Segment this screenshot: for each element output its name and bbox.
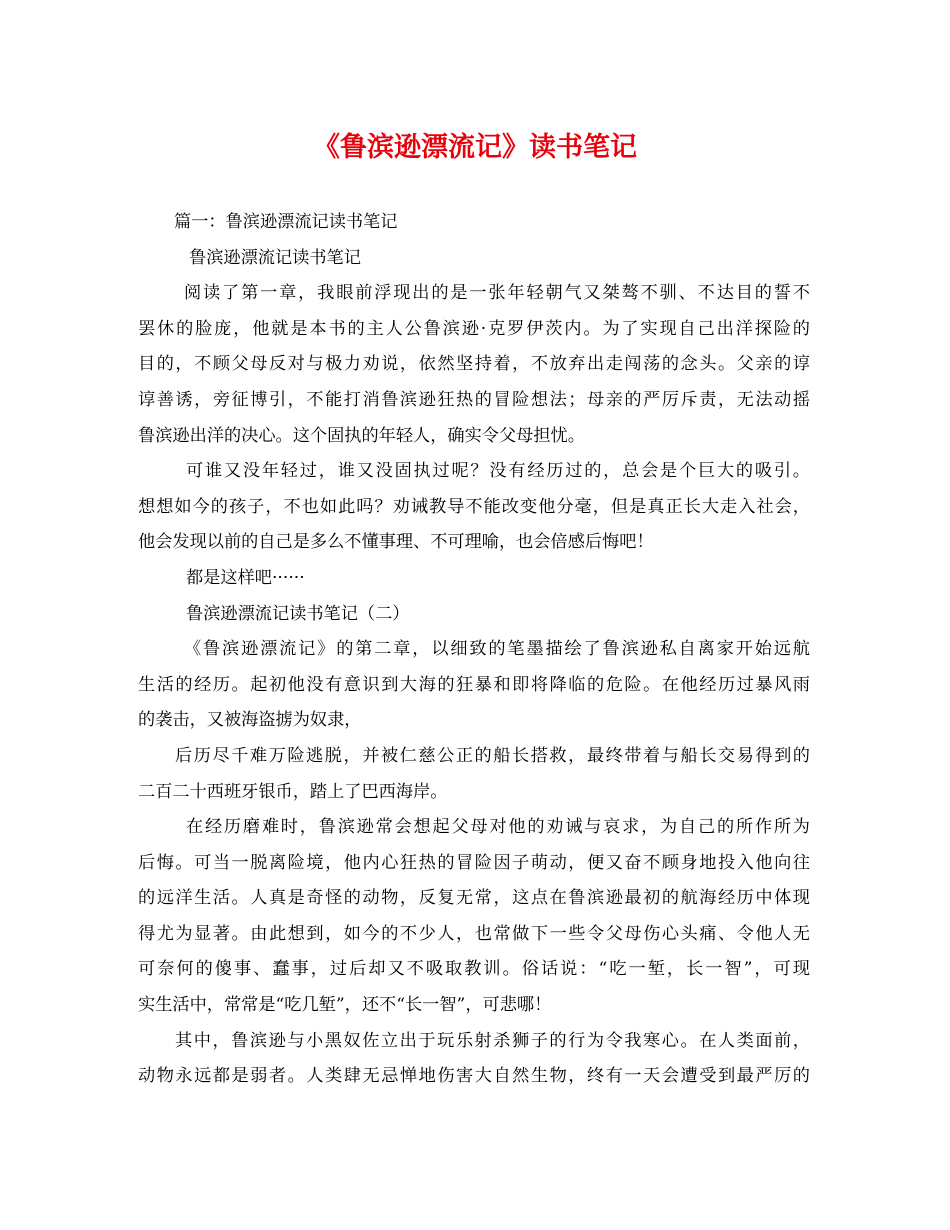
paragraph-line: 后历尽千难万险逃脱，并被仁慈公正的船长搭救，最终带着与船长交易得到的 — [175, 745, 810, 766]
document-title: 《鲁滨逊漂流记》读书笔记 — [313, 132, 637, 163]
paragraph-line: 鲁滨逊出洋的决心。这个固执的年轻人，确实令父母担忧。 — [138, 425, 585, 446]
paragraph-line: 谆善诱，旁征博引，不能打消鲁滨逊狂热的冒险想法；母亲的严厉斥责，无法动摇 — [138, 389, 810, 410]
subheading: 鲁滨逊漂流记读书笔记（二） — [186, 603, 410, 624]
paragraph-line: 的远洋生活。人真是奇怪的动物，反复无常，这点在鲁滨逊最初的航海经历中体现 — [138, 888, 810, 909]
paragraph-line: 想想如今的孩子，不也如此吗？劝诫教导不能改变他分毫，但是真正长大走入社会， — [138, 496, 810, 517]
paragraph-line: 的袭击，又被海盗掳为奴隶， — [138, 710, 362, 731]
paragraph-line: 可奈何的傻事、蠢事，过后却又不吸取教训。俗话说：“吃一堑，长一智”，可现 — [138, 959, 810, 980]
paragraph-line: 可谁又没年轻过，谁又没固执过呢？没有经历过的，总会是个巨大的吸引。 — [186, 461, 810, 482]
paragraph-line: 阅读了第一章，我眼前浮现出的是一张年轻朝气又桀骜不驯、不达目的誓不 — [184, 283, 810, 304]
paragraph-line: 得尤为显著。由此想到，如今的不少人，也常做下一些令父母伤心头痛、令他人无 — [138, 923, 810, 944]
paragraph-line: 动物永远都是弱者。人类肆无忌惮地伤害大自然生物，终有一天会遭受到最严厉的 — [138, 1066, 810, 1087]
paragraph-line: 《鲁滨逊漂流记》的第二章，以细致的笔墨描绘了鲁滨逊私自离家开始远航 — [184, 639, 810, 660]
paragraph-line: 他会发现以前的自己是多么不懂事理、不可理喻，也会倍感后悔吧！ — [138, 532, 654, 553]
paragraph-line: 后悔。可当一脱离险境，他内心狂热的冒险因子萌动，便又奋不顾身地投入他向往 — [138, 852, 810, 873]
paragraph-line: 其中，鲁滨逊与小黑奴佐立出于玩乐射杀狮子的行为令我寒心。在人类面前， — [175, 1030, 810, 1051]
paragraph-line: 在经历磨难时，鲁滨逊常会想起父母对他的劝诫与哀求，为自己的所作所为 — [186, 817, 810, 838]
paragraph-line: 罢休的脸庞，他就是本书的主人公鲁滨逊·克罗伊茨内。为了实现自己出洋探险的 — [138, 318, 810, 339]
section-heading: 篇一：鲁滨逊漂流记读书笔记 — [174, 212, 398, 232]
paragraph-line: 生活的经历。起初他没有意识到大海的狂暴和即将降临的危险。在他经历过暴风雨 — [138, 674, 810, 695]
paragraph-line: 二百二十西班牙银币，踏上了巴西海岸。 — [138, 781, 448, 802]
paragraph-line: 实生活中，常常是“吃几堑”，还不“长一智”，可悲哪！ — [138, 995, 552, 1016]
paragraph-line: 目的，不顾父母反对与极力劝说，依然坚持着，不放弃出走闯荡的念头。父亲的谆 — [138, 354, 810, 375]
paragraph-line: 都是这样吧······ — [186, 567, 305, 588]
document-body — [138, 205, 810, 1095]
subheading: 鲁滨逊漂流记读书笔记 — [189, 247, 361, 268]
